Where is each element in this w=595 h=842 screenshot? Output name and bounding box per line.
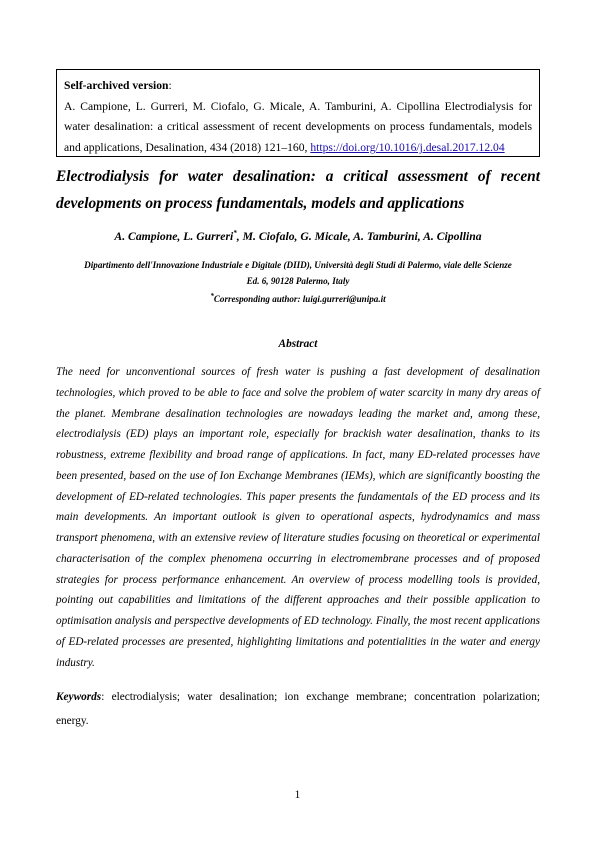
archive-citation: A. Campione, L. Gurreri, M. Ciofalo, G. Micale, A. Tamburini, A. Cipollina Electrodialysis for water desalination: a critical assessment of recent developments on process fundamentals, models and applications, Desalination, 434 (2018) 121–160, xyxy=(64,99,532,155)
corresponding-author-mark: * xyxy=(210,292,214,300)
authors-after: , M. Ciofalo, G. Micale, A. Tamburini, A. Cipollina xyxy=(236,229,482,243)
corresponding-author-text: Corresponding author: luigi.gurreri@unipa.it xyxy=(213,294,386,305)
archive-label-colon: : xyxy=(168,79,172,92)
keywords-label: Keywords xyxy=(56,691,102,703)
doi-link[interactable]: https://doi.org/10.1016/j.desal.2017.12.04 xyxy=(310,141,505,155)
corresponding-mark: * xyxy=(233,229,237,237)
corresponding-author xyxy=(56,289,540,308)
affiliation-line-1: Dipartimento dell'Innovazione Industriale e Digitale (DIID), Università degli Studi di Palermo, viale delle Scienze xyxy=(84,260,512,270)
keywords xyxy=(56,685,540,733)
page-number: 1 xyxy=(294,789,301,801)
affiliation xyxy=(56,258,540,308)
abstract-body: The need for unconventional sources of fresh water is pushing a fast development of desalination technologies, which proved to be able to face and solve the problem of water scarcity in many dry areas of the planet. Membrane desalination technologies are nowadays leading the market and, among these, electrodialysis (ED) plays an important role, especially for brackish water desalination, thanks to its robustness, extreme flexibility and broad range of applications. In fact, many ED-related processes have been presented, based on the use of Ion Exchange Membranes (IEMs), which are significantly boosting the development of ED-related technologies. This paper presents the fundamentals of the ED process and its main developments. An important outlook is given to operational aspects, hydrodynamics and mass transport phenomena, with an extensive review of literature studies focusing on theoretical or experimental characterisation of the complex phenomena occurring in electromembrane processes and of proposed strategies for process performance enhancement. An overview of process modelling tools is provided, pointing out capabilities and limitations of the different approaches and their possible application to optimisation analysis and perspective developments of ED technology. Finally, the most recent applications of ED-related processes are presented, highlighting limitations and potentialities in the water and energy industry. xyxy=(56,366,540,669)
self-archived-notice xyxy=(56,69,540,157)
keywords-text: : electrodialysis; water desalination; ion exchange membrane; concentration polarization; energy. xyxy=(56,691,540,727)
abstract-heading: Abstract xyxy=(278,338,318,350)
author-list xyxy=(56,229,540,243)
affiliation-line-2: Ed. 6, 90128 Palermo, Italy xyxy=(246,275,350,286)
archive-label: Self-archived version xyxy=(64,79,169,92)
paper-title: Electrodialysis for water desalination: a critical assessment of recent developments on process fundamentals, models and applications xyxy=(56,168,540,212)
authors-before: A. Campione, L. Gurreri xyxy=(114,229,234,243)
